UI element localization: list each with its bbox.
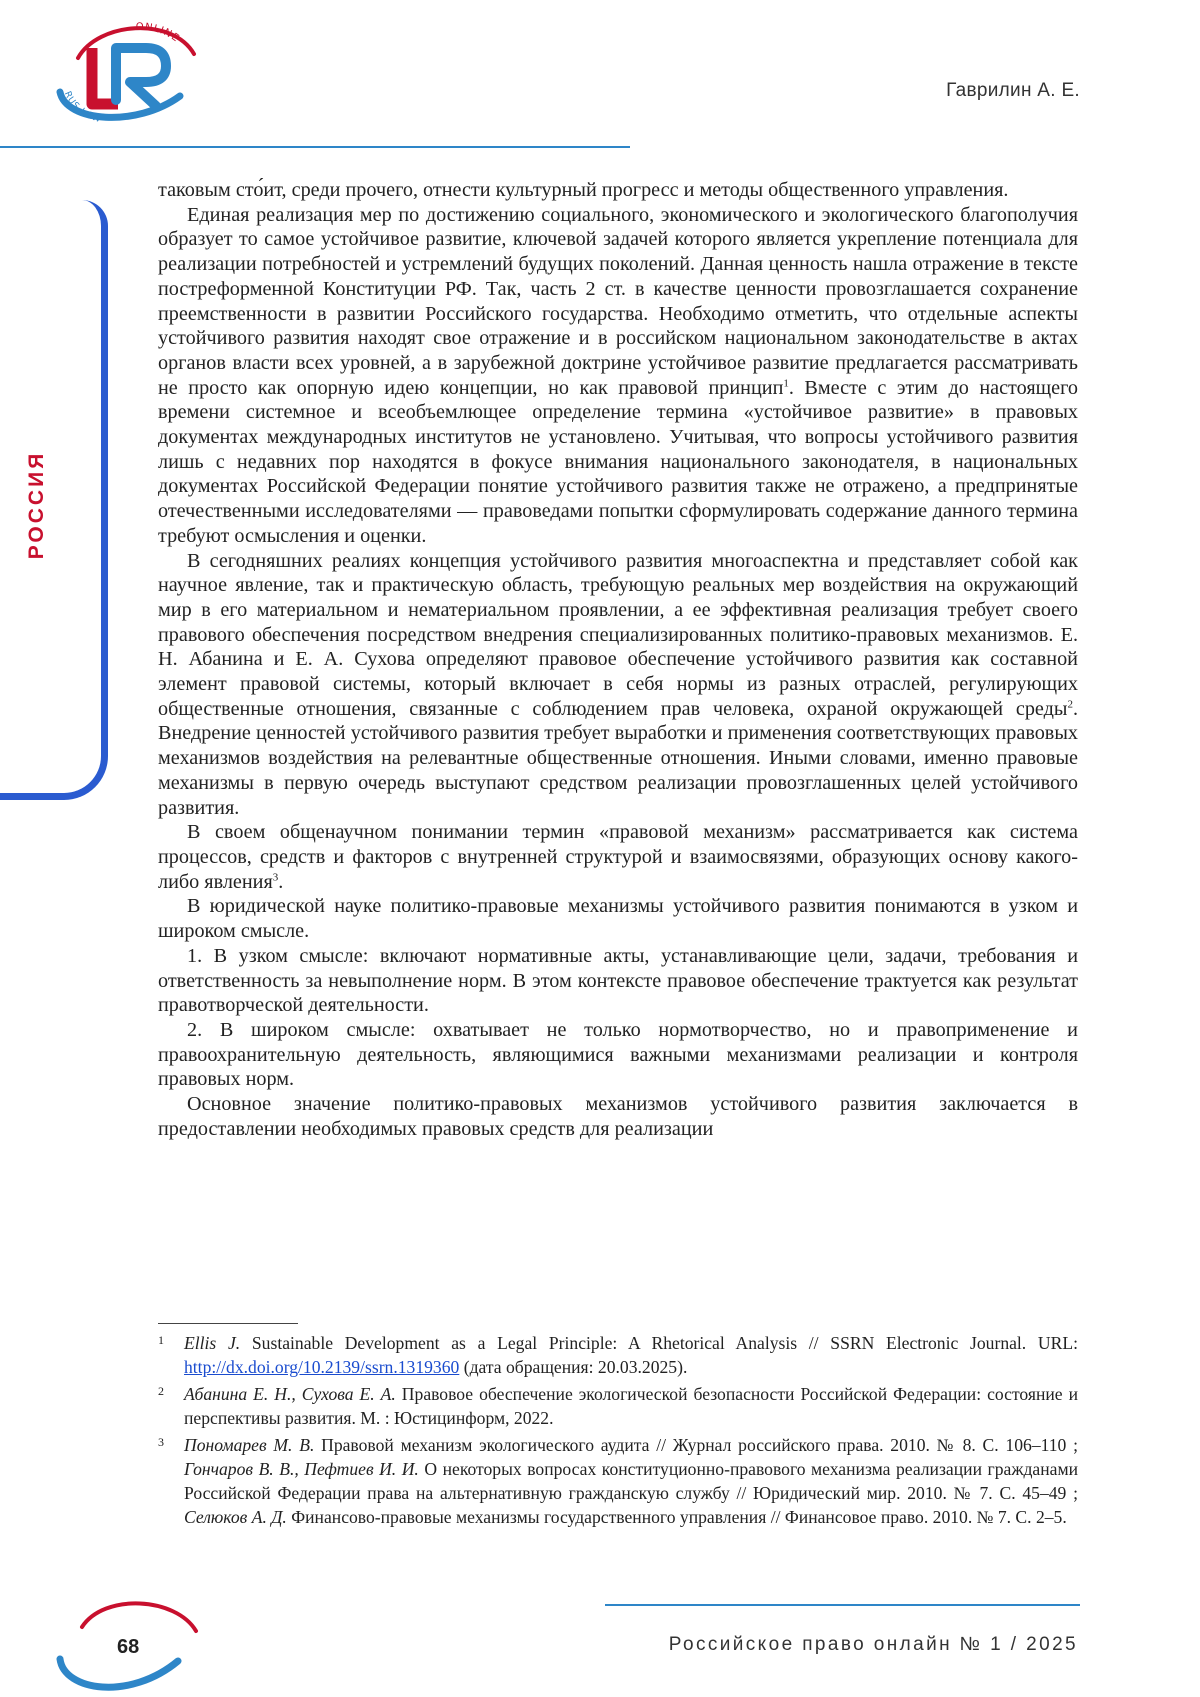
header-rule: [0, 146, 630, 148]
section-label: РОССИЯ: [25, 450, 48, 560]
footnote-author: Гончаров В. В., Пефтиев И. И.: [184, 1459, 419, 1479]
page-number: 68: [117, 1636, 140, 1658]
footnotes: [158, 1331, 1078, 1532]
paragraph-7: 2. В широком смысле: охватывает не только нормотворчество, но и правоприменение и правоохранительную деятельность, являющимися важными механизмами реализации и контроля правовых норм.: [158, 1018, 1078, 1091]
footnote-author: Абанина Е. Н., Сухова Е. А.: [184, 1384, 396, 1404]
paragraph-8: Основное значение политико-правовых механизмов устойчивого развития заключается в предоставлении необходимых правовых средств для реализации: [158, 1093, 1078, 1140]
footnote-ref-1: 1: [783, 376, 789, 389]
paragraph-2: Единая реализация мер по достижению социального, экономического и экологического благополучия образует то самое устойчивое развитие, ключевой задачей которого является укрепление потенциала для реализации потребностей и устремлений будущих поколений. Данная ценность нашла отражение в тексте постреформенной Конституции РФ. Так, часть 2 ст. в качестве ценности провозглашается сохранение преемственности в развитии Российского государства. Необходимо отметить, что отдельные аспекты устойчивого развития находят свое отражение и в российском национальном законодательстве в актах органов власти всех уровней, а в зарубежной доктрине устойчивое развитие предлагается рассматривать не просто как опорную идею концепции, но как правовой принцип$^1$. Вместе с этим до настоящего времени системное и всеобъемлющее определение термина «устойчивое развитие» в правовых документах международных институтов не установлено. Учитывая, что вопросы устойчивого развития лишь с недавних пор находятся в фокусе внимания национального законодателя, в национальных документах Российской Федерации понятие устойчивого развития также не отражено, а предпринятые отечественными исследователями — правоведами попытки сформулировать содержание данного термина требуют осмысления и оценки.: [158, 203, 1078, 547]
footnote-2: 2 Абанина Е. Н., Сухова Е. А. Правовое обеспечение экологической безопасности Российской Федерации: состояние и перспективы развития. М. : Юстицинформ, 2022.: [158, 1384, 1078, 1428]
logo-arc-bottom-text: RUS-LAW: [61, 90, 103, 126]
running-head-author: Гаврилин А. Е.: [946, 80, 1080, 101]
footnote-author: Селюков А. Д.: [184, 1507, 287, 1527]
footnote-author: Ellis J.: [184, 1333, 241, 1353]
journal-title: Российское право онлайн № 1 / 2025: [668, 1634, 1078, 1655]
footer-rule: [605, 1604, 1080, 1606]
footnote-ref-2: 2: [1067, 698, 1073, 711]
journal-logo: [52, 18, 202, 130]
logo-arc-top-text: ONLINE: [135, 21, 182, 45]
svg-text:ONLINE: [136, 22, 182, 45]
paragraph-4: В своем общенаучном понимании термин «правовой механизм» рассматривается как система процессов, средств и факторов с внутренней структурой и взаимосвязями, образующих основу какого-либо явления$^3$.: [158, 821, 1078, 893]
paragraph-3: В сегодняшних реалиях концепция устойчивого развития многоаспектна и представляет собой как научное явление, так и практическую область, требующую реальных мер воздействия на окружающий мир в его материальном и нематериальном проявлении, а ее эффективная реализация требует своего правового обеспечения посредством внедрения специализированных политико-правовых механизмов. Е. Н. Абанина и Е. А. Сухова определяют правовое обеспечение устойчивого развития как составной элемент правовой системы, который включает в себя нормы из разных отраслей, регулирующих общественные отношения, связанные с соблюдением прав человека, охраной окружающей среды$^2$. Внедрение ценностей устойчивого развития требует выработки и применения соответствующих правовых механизмов воздействия на релевантные общественные отношения. Иными словами, именно правовые механизмы в первую очередь выступают средством реализации провозглашенных целей устойчивого развития.: [158, 549, 1078, 819]
paragraph-1: таковым сто́ит, среди прочего, отнести культурный прогресс и методы общественного управления.: [158, 179, 1009, 201]
footnote-3: 3 Пономарев М. В. Правовой механизм экологического аудита // Журнал российского права. 2010. № 8. С. 106–110 ; Гончаров В. В., Пефтиев И. И. О некоторых вопросах конституционно-правового механизма реализации гражданами Российской Федерации права на альтернативную гражданскую службу // Юридический мир. 2010. № 7. С. 45–49 ; Селюков А. Д. Финансово-правовые механизмы государственного управления // Финансовое право. 2010. № 7. С. 2–5.: [158, 1435, 1079, 1527]
side-bracket: [0, 200, 108, 800]
footnote-rule: [158, 1323, 298, 1324]
footnote-link[interactable]: http://dx.doi.org/10.2139/ssrn.1319360: [184, 1357, 460, 1377]
paragraph-5: В юридической науке политико-правовые механизмы устойчивого развития понимаются в узком и широком смысле.: [158, 895, 1078, 943]
footnote-author: Пономарев М. В.: [184, 1435, 315, 1455]
footnote-ref-3: 3: [272, 870, 279, 883]
footnote-1: 1 Ellis J. Sustainable Development as a Legal Principle: A Rhetorical Analysis // SSRN Electronic Journal. URL: http://dx.doi.org/10.2139/ssrn.1319360 (дата обращения: 20.03.2025).: [158, 1333, 1078, 1377]
paragraph-6: 1. В узком смысле: включают нормативные акты, устанавливающие цели, задачи, требования и ответственность за невыполнение норм. В этом контексте правовое обеспечение трактуется как результат правотворческой деятельности.: [158, 944, 1078, 1017]
article-body: [158, 178, 1078, 1141]
